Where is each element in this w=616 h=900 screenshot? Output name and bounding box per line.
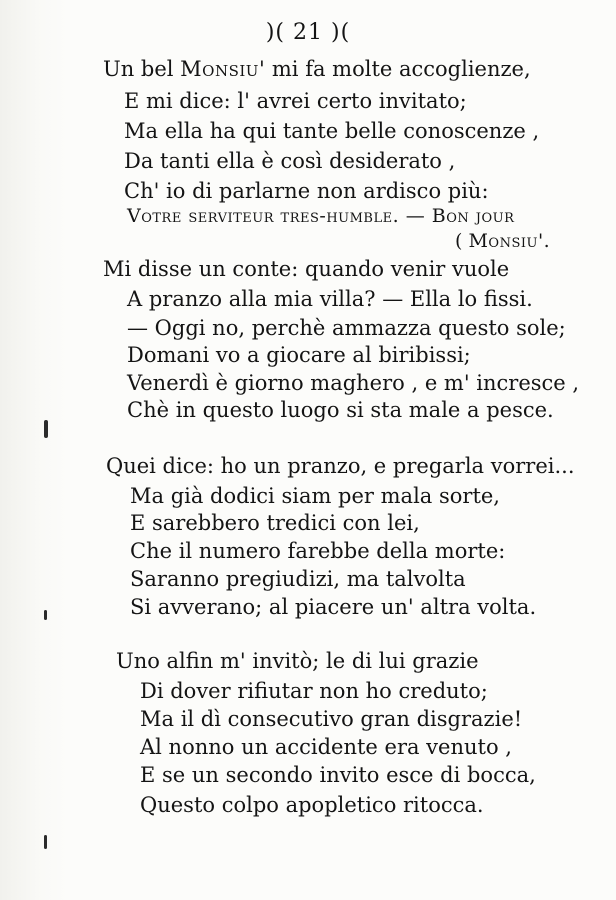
verse-line: Chè in questo luogo si sta male a pesce. — [127, 398, 554, 422]
gutter-mark — [44, 420, 48, 438]
verse-line: Quei dice: ho un pranzo, e pregarla vorrei... — [106, 454, 575, 478]
verse-line: Ma il dì consecutivo gran disgrazie! — [140, 707, 523, 731]
verse-line: A pranzo alla mia villa? — Ella lo fissi. — [127, 287, 533, 311]
verse-line: Ch' io di parlarne non ardisco più: — [124, 179, 489, 203]
verse-line: Votre serviteur tres-humble. — Bon jour — [127, 205, 515, 227]
gutter-mark — [44, 610, 47, 620]
verse-line: Che il numero farebbe della morte: — [130, 539, 506, 563]
verse-line: Da tanti ella è così desiderato , — [124, 149, 456, 173]
verse-line: Si avverano; al piacere un' altra volta. — [130, 595, 537, 619]
verse-line: Ma ella ha qui tante belle conoscenze , — [124, 119, 540, 143]
verse-line: Uno alfin m' invitò; le di lui grazie — [116, 649, 479, 673]
verse-line: E mi dice: l' avrei certo invitato; — [124, 89, 467, 113]
verse-line: E sarebbero tredici con lei, — [130, 511, 420, 535]
verse-line: Ma già dodici siam per mala sorte, — [130, 484, 500, 508]
gutter-mark — [44, 835, 47, 849]
verse-line: — Oggi no, perchè ammazza questo sole; — [127, 316, 566, 340]
verse-line: Venerdì è giorno maghero , e m' incresce , — [127, 371, 580, 395]
page-gutter — [0, 0, 70, 900]
verse-line: ( Monsiu'. — [455, 230, 550, 252]
page-number: )( 21 )( — [265, 20, 351, 45]
verse-line: Al nonno un accidente era venuto , — [140, 735, 512, 759]
verse-line: Saranno pregiudizi, ma talvolta — [130, 567, 466, 591]
verse-line: Questo colpo apopletico ritocca. — [140, 793, 484, 817]
verse-line: Un bel Monsiu' mi fa molte accoglienze, — [103, 57, 531, 81]
verse-line: Domani vo a giocare al biribissi; — [127, 343, 471, 367]
verse-line: Mi disse un conte: quando venir vuole — [103, 257, 510, 281]
verse-line: Di dover rifiutar non ho creduto; — [140, 679, 488, 703]
verse-line: E se un secondo invito esce di bocca, — [140, 763, 536, 787]
